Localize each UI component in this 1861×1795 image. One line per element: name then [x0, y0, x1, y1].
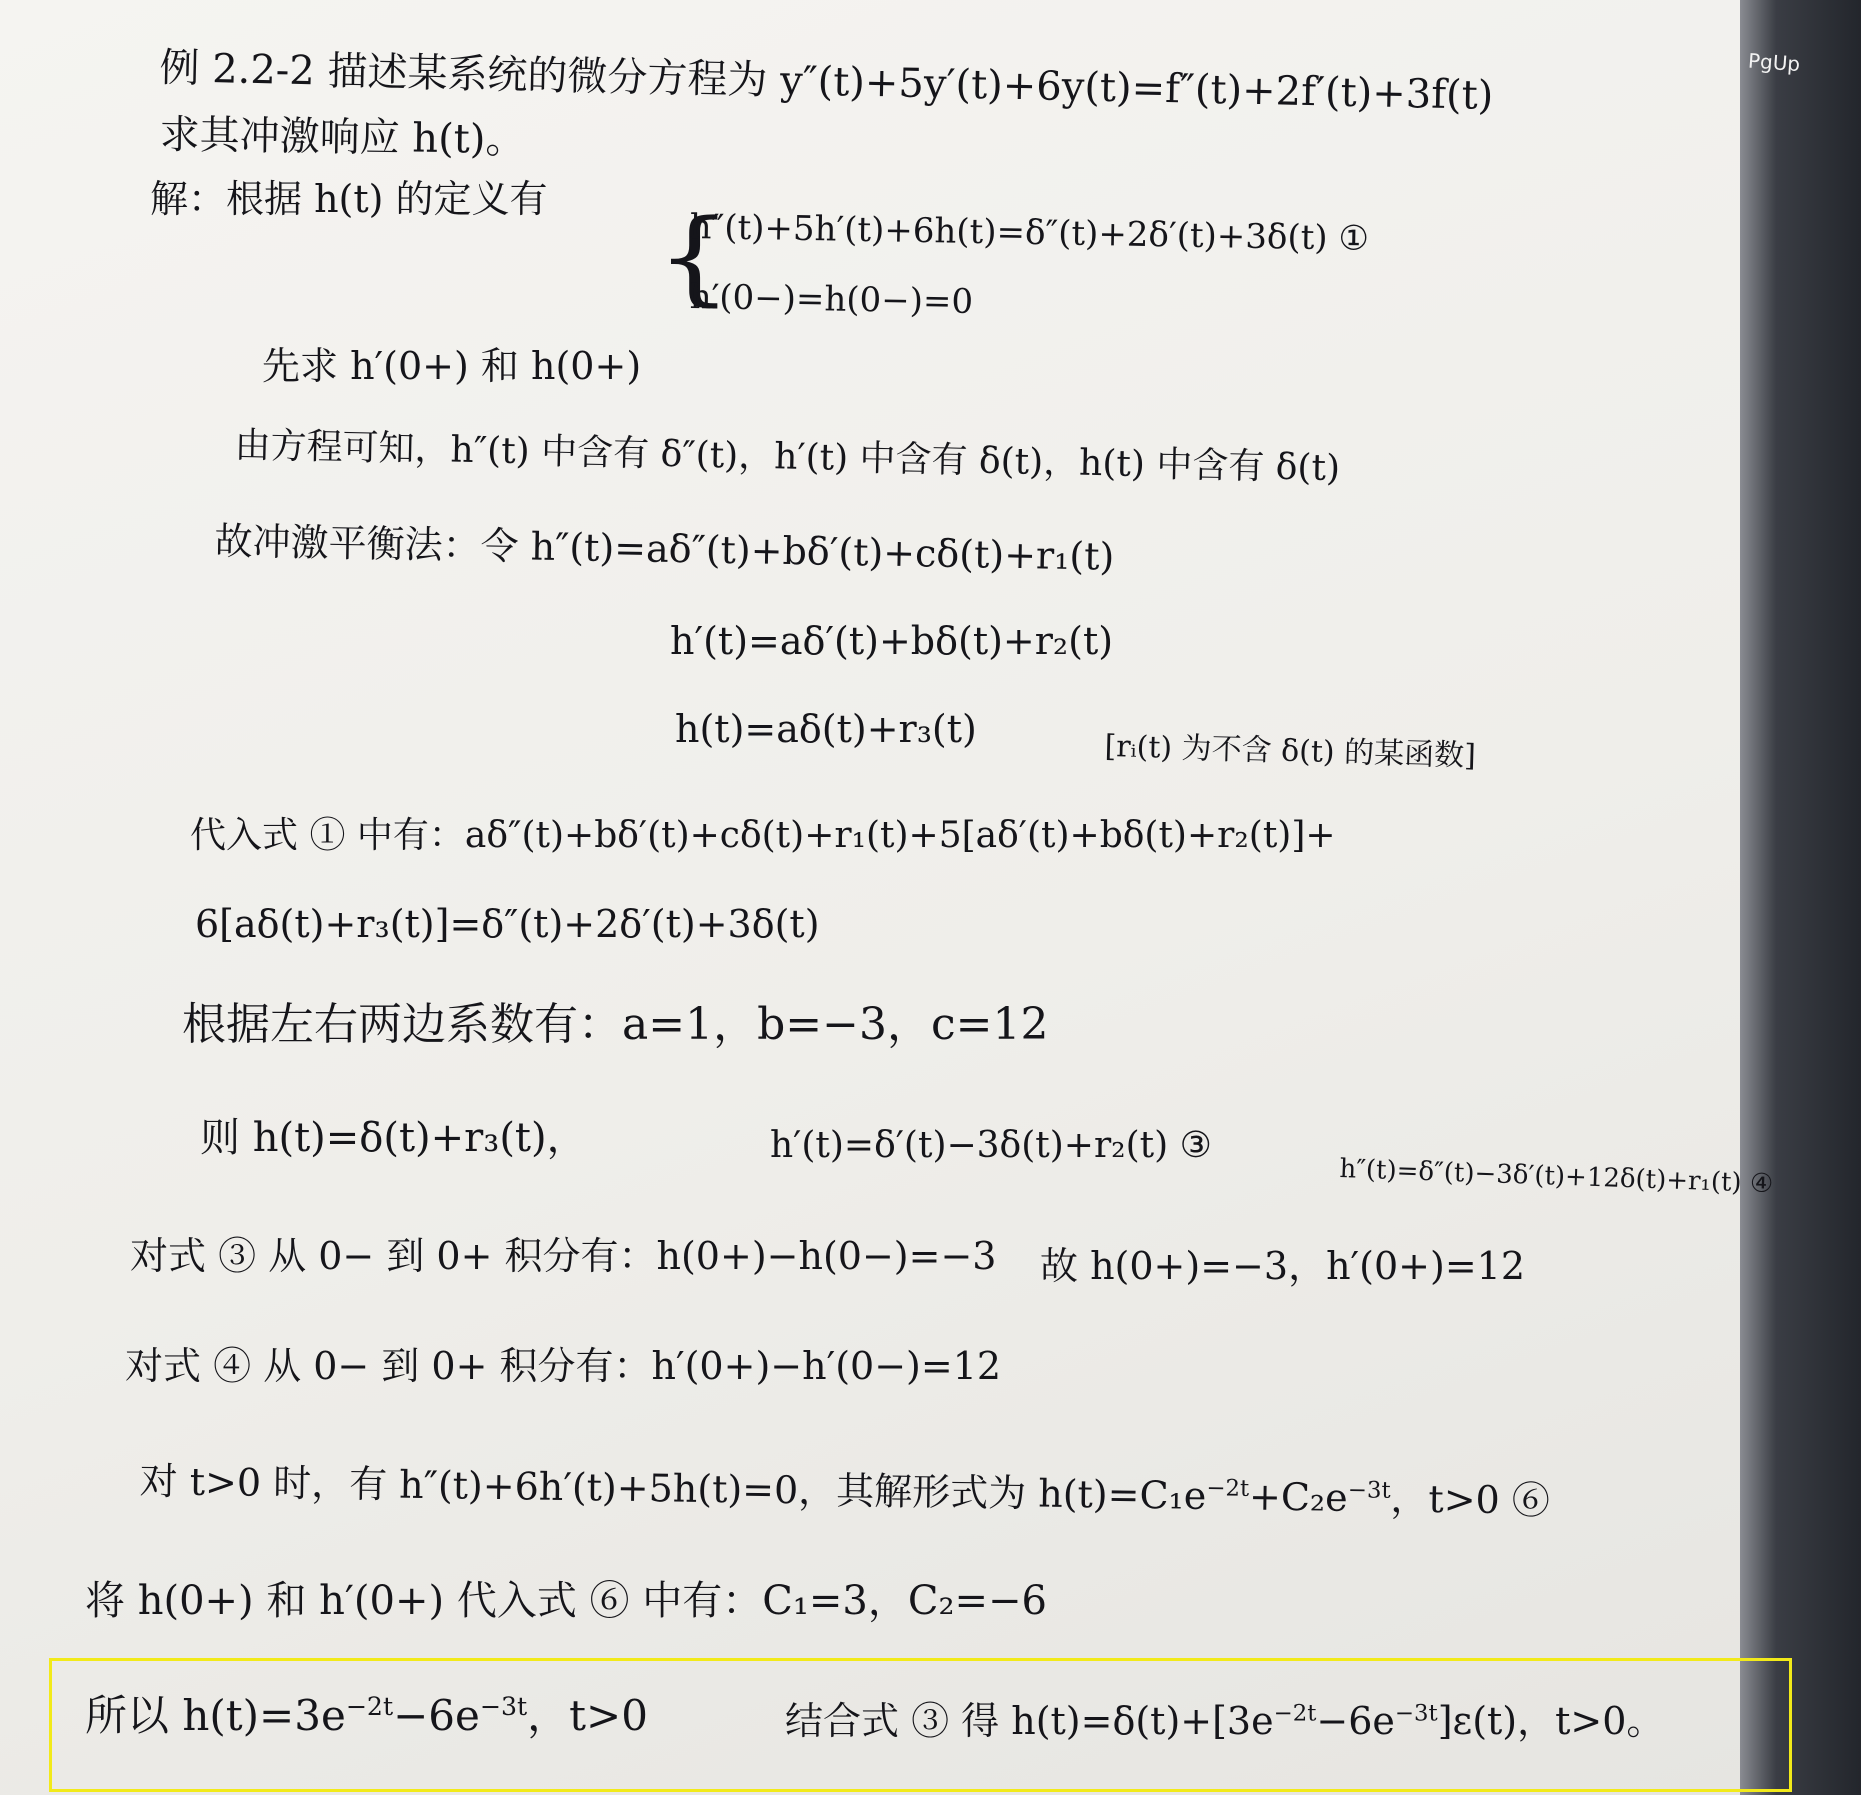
keyboard-edge — [1740, 0, 1861, 1795]
initial-conditions: h′(0−)=h(0−)=0 — [689, 277, 974, 322]
integrate-4: 对式 ④ 从 0− 到 0+ 积分有：h′(0+)−h′(0−)=12 — [125, 1344, 1002, 1388]
solution-intro: 解：根据 h(t) 的定义有 — [150, 177, 548, 221]
result-h-double-prime: h″(t)=δ″(t)−3δ′(t)+12δ(t)+r₁(t) ④ — [1338, 1154, 1774, 1200]
homogeneous-exp-1: −2t — [1206, 1475, 1250, 1502]
coefficients: 根据左右两边系数有：a=1，b=−3，c=12 — [182, 999, 1049, 1050]
constants: 将 h(0+) 和 h′(0+) 代入式 ⑥ 中有：C₁=3，C₂=−6 — [85, 1578, 1047, 1624]
problem-statement: 例 2.2-2 描述某系统的微分方程为 y″(t)+5y′(t)+6y(t)=f″(t)+2f′(t)+3f(t) — [159, 45, 1494, 119]
final-2-text-b: −6e — [1316, 1699, 1395, 1743]
homogeneous-text-3: ，t>0 ⑥ — [1390, 1476, 1551, 1523]
step-observation: 由方程可知，h″(t) 中含有 δ″(t)，h′(t) 中含有 δ(t)，h(t) 中含有 δ(t) — [234, 425, 1341, 490]
pgup-key-label: PgUp — [1747, 48, 1801, 77]
substitution-2: 6[aδ(t)+r₃(t)]=δ″(t)+2δ′(t)+3δ(t) — [195, 902, 820, 946]
impulse-balance-note: [rᵢ(t) 为不含 δ(t) 的某函数] — [1104, 729, 1477, 774]
homogeneous-text-1: 对 t>0 时，有 h″(t)+6h′(t)+5h(t)=0，其解形式为 h(t)=C₁e — [139, 1459, 1207, 1518]
initial-values: 故 h(0+)=−3，h′(0+)=12 — [1040, 1244, 1526, 1288]
impulse-balance-2: h′(t)=aδ′(t)+bδ(t)+r₂(t) — [670, 619, 1114, 663]
final-answer-2 — [785, 1700, 1664, 1744]
final-1-exp-a: −2t — [345, 1691, 394, 1721]
substitution-1: 代入式 ① 中有：aδ″(t)+bδ′(t)+cδ(t)+r₁(t)+5[aδ′(t)+bδ(t)+r₂(t)]+ — [190, 815, 1336, 856]
final-1-exp-b: −3t — [479, 1691, 528, 1721]
final-answer-1 — [85, 1692, 648, 1740]
final-2-exp-a: −2t — [1273, 1700, 1317, 1727]
step-first: 先求 h′(0+) 和 h(0+) — [262, 344, 642, 388]
result-h: 则 h(t)=δ(t)+r₃(t)， — [200, 1115, 587, 1161]
homogeneous-text-2: +C₂e — [1248, 1474, 1349, 1520]
impulse-balance-3: h(t)=aδ(t)+r₃(t) — [675, 707, 977, 751]
final-1-text-c: ，t>0 — [527, 1691, 648, 1740]
final-2-text-a: 结合式 ③ 得 h(t)=δ(t)+[3e — [785, 1699, 1274, 1743]
problem-question: 求其冲激响应 h(t)。 — [159, 112, 526, 164]
final-1-text-b: −6e — [393, 1691, 480, 1740]
final-2-exp-b: −3t — [1394, 1700, 1438, 1727]
equation-1: h″(t)+5h′(t)+6h(t)=δ″(t)+2δ′(t)+3δ(t) ① — [689, 207, 1370, 259]
integrate-3: 对式 ③ 从 0− 到 0+ 积分有：h(0+)−h(0−)=−3 — [130, 1234, 997, 1278]
result-h-prime: h′(t)=δ′(t)−3δ(t)+r₂(t) ③ — [770, 1125, 1212, 1166]
final-1-text-a: 所以 h(t)=3e — [85, 1691, 346, 1740]
homogeneous-exp-2: −3t — [1347, 1477, 1391, 1504]
final-2-text-c: ]ε(t)，t>0。 — [1437, 1699, 1665, 1743]
equation-brace: { — [656, 198, 733, 317]
impulse-balance-1: 故冲激平衡法：令 h″(t)=aδ″(t)+bδ′(t)+cδ(t)+r₁(t) — [214, 519, 1115, 579]
